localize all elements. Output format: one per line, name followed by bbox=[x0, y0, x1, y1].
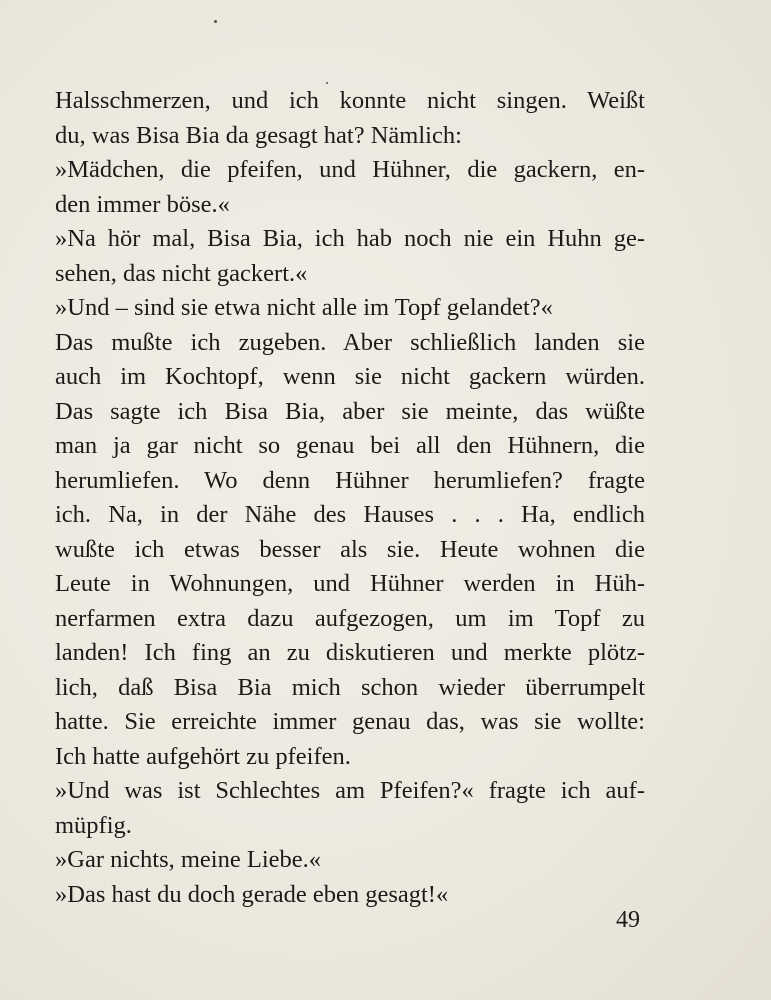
text-line: landen! Ich fing an zu diskutieren und merkte plötz- bbox=[55, 639, 645, 666]
text-line: hatte. Sie erreichte immer genau das, was sie wollte: bbox=[55, 708, 645, 735]
text-line: wußte ich etwas besser als sie. Heute wohnen die bbox=[55, 535, 645, 563]
text-line: »Na hör mal, Bisa Bia, ich hab noch nie ein Huhn ge- bbox=[55, 225, 645, 252]
text-line: Halsschmerzen, und ich konnte nicht singen. Weißt bbox=[55, 87, 645, 114]
text-line: »Gar nichts, meine Liebe.« bbox=[55, 846, 322, 873]
text-line: ich. Na, in der Nähe des Hauses . . . Ha, endlich bbox=[55, 501, 645, 528]
text-line: nerfarmen extra dazu aufgezogen, um im Topf zu bbox=[55, 604, 645, 632]
text-line: lich, daß Bisa Bia mich schon wieder überrumpelt bbox=[55, 673, 645, 701]
text-line: Ich hatte aufgehört zu pfeifen. bbox=[55, 742, 351, 770]
text-line: Das mußte ich zugeben. Aber schließlich landen sie bbox=[55, 328, 645, 356]
body-text bbox=[55, 84, 645, 912]
text-line: Das sagte ich Bisa Bia, aber sie meinte, das wüßte bbox=[55, 397, 645, 425]
ink-speck bbox=[214, 20, 217, 23]
text-line: Leute in Wohnungen, und Hühner werden in Hüh- bbox=[55, 570, 645, 597]
text-line: »Mädchen, die pfeifen, und Hühner, die gackern, en- bbox=[55, 156, 645, 183]
text-line: man ja gar nicht so genau bei all den Hühnern, die bbox=[55, 432, 645, 459]
text-line: auch im Kochtopf, wenn sie nicht gackern würden. bbox=[55, 363, 645, 390]
text-line: du, was Bisa Bia da gesagt hat? Nämlich: bbox=[55, 121, 462, 149]
text-line: herumliefen. Wo denn Hühner herumliefen? fragte bbox=[55, 466, 645, 494]
text-line: »Und was ist Schlechtes am Pfeifen?« fragte ich auf- bbox=[55, 777, 645, 804]
text-line: sehen, das nicht gackert.« bbox=[55, 259, 308, 287]
text-line: »Das hast du doch gerade eben gesagt!« bbox=[55, 880, 449, 908]
text-line: »Und – sind sie etwa nicht alle im Topf gelandet?« bbox=[55, 294, 553, 321]
text-line: müpfig. bbox=[55, 811, 132, 839]
page-number: 49 bbox=[616, 907, 640, 933]
text-line: den immer böse.« bbox=[55, 190, 230, 218]
